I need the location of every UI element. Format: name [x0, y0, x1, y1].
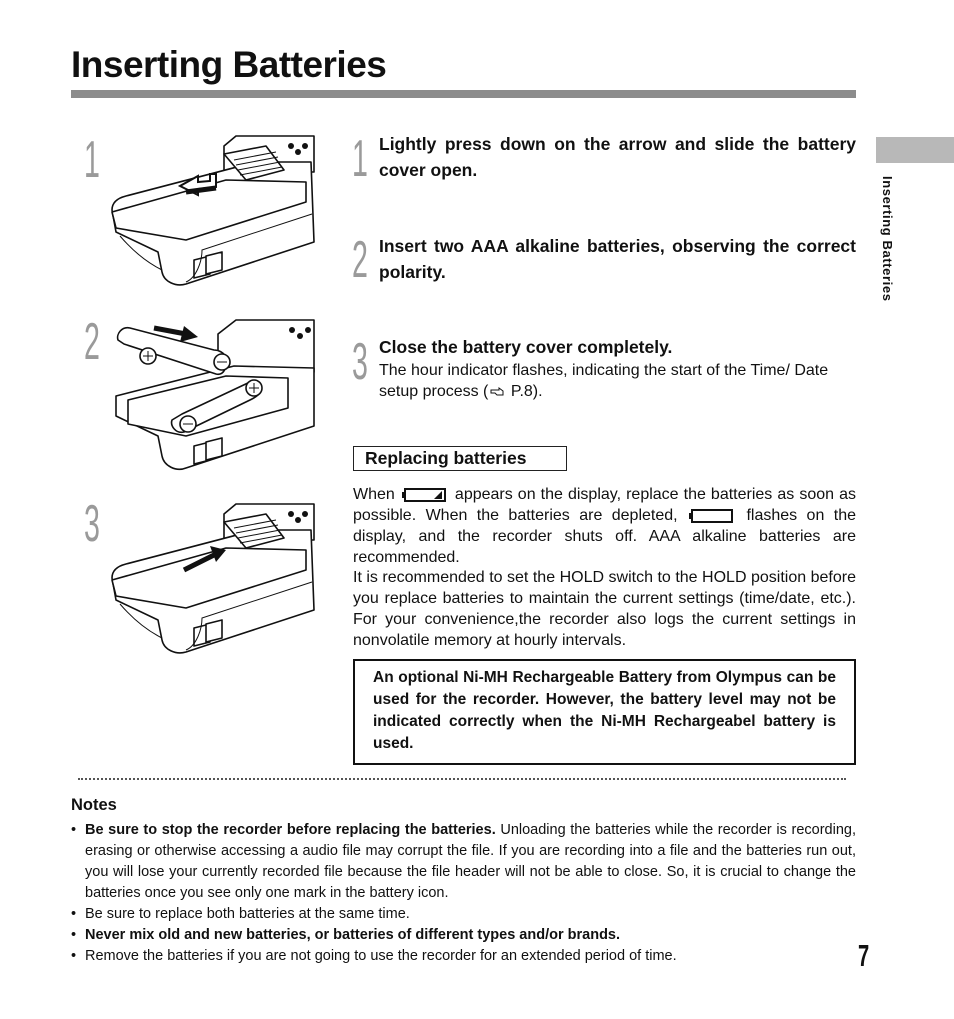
step-3-body-text: The hour indicator flashes, indicating the start of the Time/ Date setup process ( — [379, 362, 829, 400]
paragraph-text: When — [353, 486, 395, 503]
paragraph-text: flashes on the display, and the recorder shuts off. AAA alkaline batteries are recommended. — [353, 507, 856, 566]
note-item: • Be sure to replace both batteries at the same time. — [71, 904, 856, 925]
insert-batteries-illustration — [106, 316, 316, 476]
section-tab — [876, 137, 954, 163]
illustration-number-3: 3 — [84, 495, 100, 553]
step-number-2: 2 — [352, 231, 368, 289]
close-cover-illustration — [106, 500, 316, 660]
step-number-1: 1 — [352, 130, 368, 188]
paragraph-text: appears on the display, replace the batteries as soon as possible. When the batteries are depleted, — [353, 486, 856, 524]
replacing-paragraph-2: It is recommended to set the HOLD switch to the HOLD position before you replace batteries to maintain the current settings (time/date, etc.). For your convenience,the recorder also logs the current settings in nonvolatile memory at hourly intervals. — [353, 569, 856, 649]
note-item: • Remove the batteries if you are not going to use the recorder for an extended period of time. — [71, 946, 856, 967]
step-3-heading: Close the battery cover completely. — [379, 337, 673, 357]
battery-empty-icon — [689, 508, 735, 524]
replacing-paragraph-1 — [353, 484, 856, 568]
note-item-bold: Be sure to stop the recorder before replacing the batteries. — [85, 822, 496, 838]
title-rule — [71, 90, 856, 98]
nimh-note-box: An optional Ni-MH Rechargeable Battery from Olympus can be used for the recorder. However, the battery level may not be indicated correctly when the Ni-MH Rechargeabel battery is used. — [353, 659, 856, 765]
step-3-body — [379, 360, 856, 402]
notes-list — [71, 820, 856, 967]
note-item-text: Unloading the batteries while the recorder is recording, erasing or otherwise accessing a audio file may corrupt the file. If you are recording into a file and the batteries run out, you will lose your currently recorded file because the file header will not be able to close. So, it is crucial to change the batteries once you see only one mark in the battery icon. — [85, 822, 856, 901]
illustration-number-1: 1 — [84, 131, 100, 189]
note-item — [71, 925, 856, 946]
step-number-3: 3 — [352, 333, 368, 391]
note-item-bold: Never mix old and new batteries, or batteries of different types and/or brands. — [85, 927, 621, 943]
dotted-divider — [78, 778, 846, 780]
side-section-label: Inserting Batteries — [880, 176, 895, 302]
pointing-hand-icon — [490, 387, 504, 397]
page-reference: P.8). — [506, 383, 543, 400]
slide-cover-open-illustration — [106, 132, 316, 290]
page-title: Inserting Batteries — [71, 44, 387, 85]
page-number: 7 — [858, 938, 870, 973]
step-2-heading: Insert two AAA alkaline batteries, observing the correct polarity. — [379, 236, 856, 282]
replacing-batteries-heading: Replacing batteries — [353, 446, 567, 471]
notes-title: Notes — [71, 796, 117, 814]
step-1-heading: Lightly press down on the arrow and slide the battery cover open. — [379, 134, 856, 180]
illustration-number-2: 2 — [84, 313, 100, 371]
battery-low-icon — [402, 487, 448, 503]
note-item — [71, 820, 856, 904]
